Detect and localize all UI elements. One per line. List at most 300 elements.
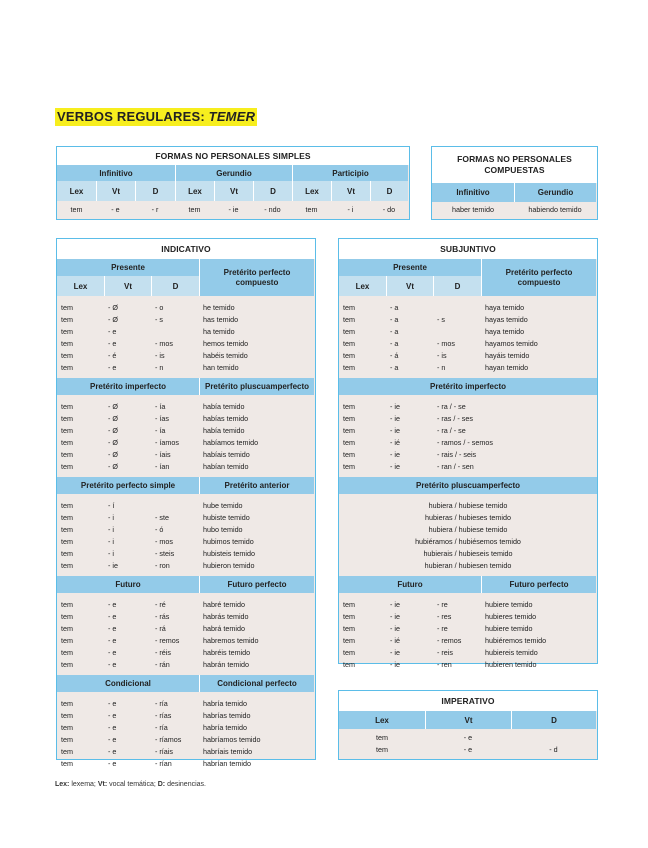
- subj-vt-cell: - ié: [390, 636, 400, 645]
- subj-d-cell: - ren: [437, 660, 452, 669]
- subj-lex-cell: tem: [343, 648, 355, 657]
- subj-lex-cell: tem: [343, 462, 355, 471]
- ind-lex-cell: tem: [61, 363, 73, 372]
- subj-vt-cell-column: [386, 599, 433, 671]
- ind-section-body: [57, 494, 315, 576]
- ind-d-cell: - o: [155, 303, 164, 312]
- subj-lex-cell: tem: [343, 414, 355, 423]
- subj-imperfecto-header: Pretérito imperfecto: [339, 378, 597, 395]
- ind-compound-cell: hubiste temido: [203, 513, 250, 522]
- ind-vt-cell: - e: [108, 735, 117, 744]
- ind-vt-cell: - e: [108, 648, 117, 657]
- subj-pluscuam-line: hubiera / hubiese temido: [428, 525, 508, 534]
- subj-lex-cell-column: [339, 401, 386, 473]
- ind-d-cell-column: [151, 401, 199, 473]
- ind-d-cell: [151, 500, 199, 512]
- ind-vt-cell: - Ø: [108, 303, 118, 312]
- ind-section-body: [57, 692, 315, 774]
- ind-lex-cell: tem: [61, 699, 73, 708]
- subj-pluscuam-line: hubiera / hubiese temido: [428, 501, 508, 510]
- ind-compound-cell: habéis temido: [203, 351, 248, 360]
- subj-compound-cell: hubiéremos temido: [485, 636, 547, 645]
- subj-vt-cell: - ie: [390, 450, 400, 459]
- ind-lex-cell: tem: [61, 327, 73, 336]
- subj-vt-cell-column: [386, 401, 433, 473]
- ind-vt-cell: - Ø: [108, 414, 118, 423]
- ind-compound-cell: has temido: [203, 315, 239, 324]
- subjuntivo-header: SUBJUNTIVO: [339, 239, 597, 259]
- subj-lex-cell: tem: [343, 351, 355, 360]
- ind-d-cell: - ría: [155, 723, 168, 732]
- subj-lex-cell: tem: [343, 660, 355, 669]
- ind-lex-cell: tem: [61, 402, 73, 411]
- subj-vt-cell: - ie: [390, 648, 400, 657]
- subj-lex-cell: tem: [343, 339, 355, 348]
- imp-vt-cell-column: [425, 732, 511, 756]
- ind-tense-header: Condicional: [57, 675, 199, 692]
- ind-d-cell: - s: [155, 315, 163, 324]
- ind-col-d: D: [151, 276, 199, 296]
- simples-col: Lex: [175, 181, 214, 201]
- subj-vt-cell: - a: [390, 327, 399, 336]
- ind-d-cell: - ría: [155, 699, 168, 708]
- ind-presente-header-group: [57, 259, 199, 296]
- ind-lex-cell: tem: [61, 525, 73, 534]
- ind-lex-cell: tem: [61, 537, 73, 546]
- simples-cell: tem: [305, 204, 318, 214]
- ind-d-cell: - rán: [155, 660, 170, 669]
- ind-vt-cell: - e: [108, 327, 117, 336]
- ind-section-header: [57, 378, 315, 395]
- ind-vt-cell-column: [104, 599, 151, 671]
- ind-d-cell: - is: [155, 351, 165, 360]
- subj-d-cell-column: [433, 599, 481, 671]
- subj-futuro-header: Futuro: [339, 576, 481, 593]
- ind-compound-cell: habíais temido: [203, 450, 250, 459]
- ind-compound-cell: hubimos temido: [203, 537, 254, 546]
- ind-compound-cell: hubisteis temido: [203, 549, 255, 558]
- simples-col: D: [253, 181, 292, 201]
- ind-compound-cell: ha temido: [203, 327, 235, 336]
- ind-compound-cell-column: [199, 302, 314, 374]
- subj-vt-cell: - ié: [390, 438, 400, 447]
- ind-compound-cell: habríamos temido: [203, 735, 261, 744]
- ind-lex-cell: tem: [61, 624, 73, 633]
- subj-col-vt: Vt: [386, 276, 433, 296]
- subj-compound-cell: hubieres temido: [485, 612, 537, 621]
- subj-vt-cell-column: [386, 302, 433, 374]
- ind-vt-cell: - Ø: [108, 462, 118, 471]
- ind-compound-cell: hemos temido: [203, 339, 249, 348]
- ind-lex-cell: tem: [61, 549, 73, 558]
- ind-d-cell: - rían: [155, 759, 172, 768]
- imp-d-cell-column: [511, 732, 596, 756]
- ind-vt-cell-column: [104, 401, 151, 473]
- title-main: VERBOS REGULARES:: [57, 109, 209, 124]
- subj-compound-cell: haya temido: [485, 303, 525, 312]
- compuestas-table: [431, 146, 598, 220]
- ind-vt-cell: - Ø: [108, 402, 118, 411]
- ind-d-cell: - ías: [155, 414, 169, 423]
- subj-vt-cell: - ie: [390, 600, 400, 609]
- ind-lex-cell: tem: [61, 600, 73, 609]
- subj-lex-cell: tem: [343, 600, 355, 609]
- subj-d-cell: [433, 326, 481, 338]
- title-verb: TEMER: [208, 109, 256, 124]
- subj-lex-cell: tem: [343, 303, 355, 312]
- ind-col-headers: [57, 276, 199, 296]
- ind-d-cell: - steis: [155, 549, 175, 558]
- compuestas-col: Gerundio: [514, 183, 596, 202]
- ind-d-cell: - íais: [155, 450, 171, 459]
- subj-d-cell: - ra / - se: [437, 426, 466, 435]
- indicativo-table: [56, 238, 316, 768]
- ind-lex-cell: tem: [61, 426, 73, 435]
- ind-d-cell: - rías: [155, 711, 172, 720]
- ind-vt-cell: - i: [108, 513, 114, 522]
- ind-compound-cell: habría temido: [203, 723, 247, 732]
- simples-group: Gerundio: [175, 165, 292, 181]
- subj-compound-cell: haya temido: [485, 327, 525, 336]
- simples-col: Lex: [57, 181, 96, 201]
- page-title: [55, 108, 257, 126]
- ind-d-cell: - rá: [155, 624, 166, 633]
- subj-pluscuam-line: hubieras / hubieses temido: [425, 513, 511, 522]
- ind-lex-cell: tem: [61, 450, 73, 459]
- ind-vt-cell-column: [104, 500, 151, 572]
- ind-compound-cell: habrá temido: [203, 624, 245, 633]
- ind-d-cell-column: [151, 698, 199, 770]
- ind-vt-cell: - Ø: [108, 315, 118, 324]
- simples-col: Lex: [292, 181, 331, 201]
- imp-vt-cell: - e: [463, 733, 473, 742]
- ind-compound-cell: habíamos temido: [203, 438, 259, 447]
- ind-vt-cell: - i: [108, 525, 114, 534]
- ind-lex-cell-column: [57, 302, 104, 374]
- simples-col: Vt: [331, 181, 370, 201]
- simples-col: D: [135, 181, 175, 201]
- subj-pluscuam-line: hubierais / hubieseis temido: [423, 549, 513, 558]
- ind-compound-cell-column: [199, 698, 314, 770]
- ind-d-cell: - íamos: [155, 438, 179, 447]
- imperativo-col: D: [511, 711, 596, 729]
- subj-lex-cell: tem: [343, 402, 355, 411]
- ind-d-cell: - ía: [155, 402, 166, 411]
- ind-d-cell: - ó: [155, 525, 164, 534]
- ind-tense-header: Pretérito imperfecto: [57, 378, 199, 395]
- imp-d-cell: [511, 732, 596, 744]
- ind-d-cell-column: [151, 599, 199, 671]
- ind-lex-cell: tem: [61, 438, 73, 447]
- ind-d-cell: - mos: [155, 537, 173, 546]
- subj-lex-cell: tem: [343, 624, 355, 633]
- ind-compound-cell: había temido: [203, 426, 245, 435]
- ind-lex-cell: tem: [61, 747, 73, 756]
- ind-d-cell: - ré: [155, 600, 166, 609]
- subj-d-cell: - re: [437, 600, 448, 609]
- ind-section-header: [57, 675, 315, 692]
- ind-d-cell: - remos: [155, 636, 180, 645]
- ind-vt-cell: - e: [108, 363, 117, 372]
- footnote-key: Lex:: [55, 781, 70, 788]
- ind-vt-cell: - e: [108, 759, 117, 768]
- ind-lex-cell: tem: [61, 660, 73, 669]
- ind-lex-cell: tem: [61, 303, 73, 312]
- subj-compound-cell-column: [481, 599, 596, 671]
- ind-compound-cell: han temido: [203, 363, 239, 372]
- simples-cell: tem: [70, 204, 83, 214]
- imp-lex-cell-column: [339, 732, 425, 756]
- simples-cell: - ie: [228, 204, 239, 214]
- ind-vt-cell: - Ø: [108, 450, 118, 459]
- imp-d-cell: - d: [549, 745, 558, 754]
- ind-section-body: [57, 395, 315, 477]
- compuestas-header-line: COMPUESTAS: [484, 165, 545, 175]
- subj-pluscuam-line: hubieran / hubiesen temido: [424, 561, 512, 570]
- subj-presente-header: Presente: [339, 259, 481, 276]
- ind-lex-cell: tem: [61, 513, 73, 522]
- ind-lex-cell-column: [57, 500, 104, 572]
- footnote-text: vocal temática;: [107, 781, 158, 788]
- ind-compound-header: Condicional perfecto: [199, 675, 314, 692]
- ind-lex-cell: tem: [61, 315, 73, 324]
- subj-vt-cell: - a: [390, 315, 399, 324]
- ind-compound-header: Futuro perfecto: [199, 576, 314, 593]
- ind-vt-cell-column: [104, 698, 151, 770]
- simples-cell: - ndo: [264, 204, 281, 214]
- subj-col-d: D: [433, 276, 481, 296]
- ind-compound-cell: habrías temido: [203, 711, 251, 720]
- subj-lex-cell: tem: [343, 363, 355, 372]
- ind-vt-cell-column: [104, 302, 151, 374]
- subj-vt-cell: - ie: [390, 660, 400, 669]
- subj-compound-cell: hayáis temido: [485, 351, 530, 360]
- imp-lex-cell: tem: [376, 745, 388, 754]
- subj-compound-cell: hubiere temido: [485, 624, 533, 633]
- ind-vt-cell: - i: [108, 537, 114, 546]
- compuestas-cell: haber temido: [452, 205, 494, 214]
- ind-lex-cell-column: [57, 401, 104, 473]
- subj-compound-cell: hayas temido: [485, 315, 528, 324]
- simples-header: FORMAS NO PERSONALES SIMPLES: [57, 147, 409, 165]
- ind-d-cell: - rás: [155, 612, 170, 621]
- ind-vt-cell: - e: [108, 723, 117, 732]
- ind-lex-cell: tem: [61, 723, 73, 732]
- compuestas-header-line: FORMAS NO PERSONALES: [457, 154, 572, 164]
- ind-d-cell-column: [151, 302, 199, 374]
- footnote-key: D:: [157, 781, 166, 788]
- ind-compound-cell-column: [199, 599, 314, 671]
- ind-compound-cell: habrían temido: [203, 759, 251, 768]
- subj-lex-cell: tem: [343, 636, 355, 645]
- ind-compound-cell: habré temido: [203, 600, 245, 609]
- ind-compound-header: Pretérito anterior: [199, 477, 314, 494]
- ind-lex-cell-column: [57, 599, 104, 671]
- subj-d-cell-column: [433, 401, 596, 473]
- simples-col: Vt: [96, 181, 135, 201]
- simples-table: [56, 146, 410, 220]
- compuestas-header: [432, 147, 597, 183]
- subj-d-cell-column: [433, 302, 481, 374]
- subj-d-cell: - ra / - se: [437, 402, 466, 411]
- subj-d-cell: [433, 302, 481, 314]
- ind-compound-cell: había temido: [203, 402, 245, 411]
- ind-vt-cell: - i: [108, 549, 114, 558]
- ind-section-header: [57, 259, 315, 296]
- ind-d-cell: - n: [155, 363, 164, 372]
- subj-lex-cell: tem: [343, 450, 355, 459]
- ind-lex-cell: tem: [61, 735, 73, 744]
- ind-lex-cell-column: [57, 698, 104, 770]
- ind-lex-cell: tem: [61, 462, 73, 471]
- subj-vt-cell: - ie: [390, 402, 400, 411]
- simples-cell: - i: [347, 204, 354, 214]
- ind-compound-cell: hube temido: [203, 501, 243, 510]
- ind-section-body: [57, 593, 315, 675]
- ind-col-lex: Lex: [57, 276, 104, 296]
- imperativo-col: Vt: [425, 711, 511, 729]
- ind-vt-cell: - e: [108, 636, 117, 645]
- ind-lex-cell: tem: [61, 561, 73, 570]
- subj-vt-cell: - ie: [390, 462, 400, 471]
- subj-d-cell: - ramos / - semos: [437, 438, 493, 447]
- ind-section-header: [57, 576, 315, 593]
- table-row: [57, 201, 409, 218]
- ind-lex-cell: tem: [61, 636, 73, 645]
- imperativo-table: [338, 690, 598, 760]
- subj-compound-cell: hayamos temido: [485, 339, 538, 348]
- ind-presente-header: Presente: [57, 259, 199, 276]
- ind-compound-cell: habríais temido: [203, 747, 253, 756]
- subj-pluscuam-line: hubiéramos / hubiésemos temido: [415, 537, 521, 546]
- subj-lex-cell: tem: [343, 426, 355, 435]
- ind-col-vt: Vt: [104, 276, 151, 296]
- subjuntivo-table: [338, 238, 598, 669]
- ind-d-cell: [151, 326, 199, 338]
- ind-compound-cell: he temido: [203, 303, 235, 312]
- subj-d-cell: - res: [437, 612, 452, 621]
- subj-d-cell: - ran / - sen: [437, 462, 474, 471]
- ind-d-cell: - ían: [155, 462, 170, 471]
- subj-vt-cell: - ie: [390, 612, 400, 621]
- subj-compound-cell: hubieren temido: [485, 660, 537, 669]
- ind-perfecto-header: Pretérito perfecto compuesto: [199, 259, 314, 296]
- ind-vt-cell: - Ø: [108, 438, 118, 447]
- ind-compound-cell: habréis temido: [203, 648, 251, 657]
- ind-section-header: [57, 477, 315, 494]
- ind-lex-cell: tem: [61, 612, 73, 621]
- compuestas-col: Infinitivo: [432, 183, 514, 202]
- ind-compound-header: Pretérito pluscuamperfecto: [199, 378, 314, 395]
- ind-vt-cell: - í: [108, 501, 115, 510]
- ind-vt-cell: - e: [108, 711, 117, 720]
- subj-d-cell: - is: [437, 351, 447, 360]
- ind-vt-cell: - e: [108, 600, 117, 609]
- table-row: [432, 202, 597, 218]
- ind-tense-header: Pretérito perfecto simple: [57, 477, 199, 494]
- simples-col: Vt: [214, 181, 253, 201]
- subj-vt-cell: - a: [390, 363, 399, 372]
- subj-compound-cell-column: [481, 302, 596, 374]
- imperativo-header: IMPERATIVO: [339, 691, 597, 711]
- subj-perfecto-header: Pretérito perfecto compuesto: [481, 259, 596, 296]
- subj-futuro-perfecto-header: Futuro perfecto: [481, 576, 596, 593]
- subj-vt-cell: - a: [390, 339, 399, 348]
- subj-d-cell: - n: [437, 363, 446, 372]
- ind-compound-cell-column: [199, 401, 314, 473]
- ind-compound-cell: habrás temido: [203, 612, 249, 621]
- subj-d-cell: - remos: [437, 636, 462, 645]
- simples-col: D: [370, 181, 408, 201]
- subj-d-cell: - mos: [437, 339, 455, 348]
- ind-lex-cell: tem: [61, 711, 73, 720]
- subj-vt-cell: - á: [390, 351, 399, 360]
- ind-section-body: [57, 296, 315, 378]
- footnote: [55, 781, 206, 788]
- subj-col-lex: Lex: [339, 276, 386, 296]
- ind-lex-cell: tem: [61, 351, 73, 360]
- ind-vt-cell: - é: [108, 351, 117, 360]
- subj-compound-cell: hayan temido: [485, 363, 529, 372]
- subj-lex-cell-column: [339, 599, 386, 671]
- ind-compound-cell: habían temido: [203, 462, 249, 471]
- ind-d-cell: - ron: [155, 561, 170, 570]
- simples-group: Infinitivo: [57, 165, 175, 181]
- subj-vt-cell: - ie: [390, 426, 400, 435]
- subj-compound-cell: hubiere temido: [485, 600, 533, 609]
- simples-cell: - r: [151, 204, 159, 214]
- ind-d-cell: - mos: [155, 339, 173, 348]
- subj-d-cell: - s: [437, 315, 445, 324]
- subj-lex-cell-column: [339, 302, 386, 374]
- ind-d-cell: - ríais: [155, 747, 173, 756]
- subj-d-cell: - reis: [437, 648, 453, 657]
- footnote-text: lexema;: [69, 781, 98, 788]
- ind-d-cell: - ríamos: [155, 735, 182, 744]
- ind-vt-cell: - e: [108, 699, 117, 708]
- ind-vt-cell: - e: [108, 747, 117, 756]
- ind-d-cell: - réis: [155, 648, 171, 657]
- subj-d-cell: - ras / - ses: [437, 414, 473, 423]
- ind-lex-cell: tem: [61, 759, 73, 768]
- simples-cell: tem: [188, 204, 201, 214]
- ind-lex-cell: tem: [61, 414, 73, 423]
- ind-compound-cell: hubo temido: [203, 525, 243, 534]
- ind-compound-cell: habías temido: [203, 414, 249, 423]
- ind-d-cell: - ía: [155, 426, 166, 435]
- ind-d-cell-column: [151, 500, 199, 572]
- ind-compound-cell: habrán temido: [203, 660, 249, 669]
- ind-vt-cell: - e: [108, 339, 117, 348]
- ind-vt-cell: - e: [108, 660, 117, 669]
- imp-vt-cell: - e: [463, 745, 473, 754]
- subj-vt-cell: - a: [390, 303, 399, 312]
- ind-lex-cell: tem: [61, 339, 73, 348]
- ind-compound-cell: habría temido: [203, 699, 247, 708]
- subj-vt-cell: - ie: [390, 624, 400, 633]
- subj-pluscuam-header: Pretérito pluscuamperfecto: [339, 477, 597, 494]
- ind-vt-cell: - e: [108, 612, 117, 621]
- simples-group: Participio: [292, 165, 408, 181]
- compuestas-cell: habiendo temido: [528, 205, 582, 214]
- simples-cell: - do: [382, 204, 396, 214]
- subj-lex-cell: tem: [343, 327, 355, 336]
- subj-vt-cell: - ie: [390, 414, 400, 423]
- footnote-text: desinencias.: [165, 781, 206, 788]
- subj-d-cell: - re: [437, 624, 448, 633]
- ind-compound-cell-column: [199, 500, 314, 572]
- ind-tense-header: Futuro: [57, 576, 199, 593]
